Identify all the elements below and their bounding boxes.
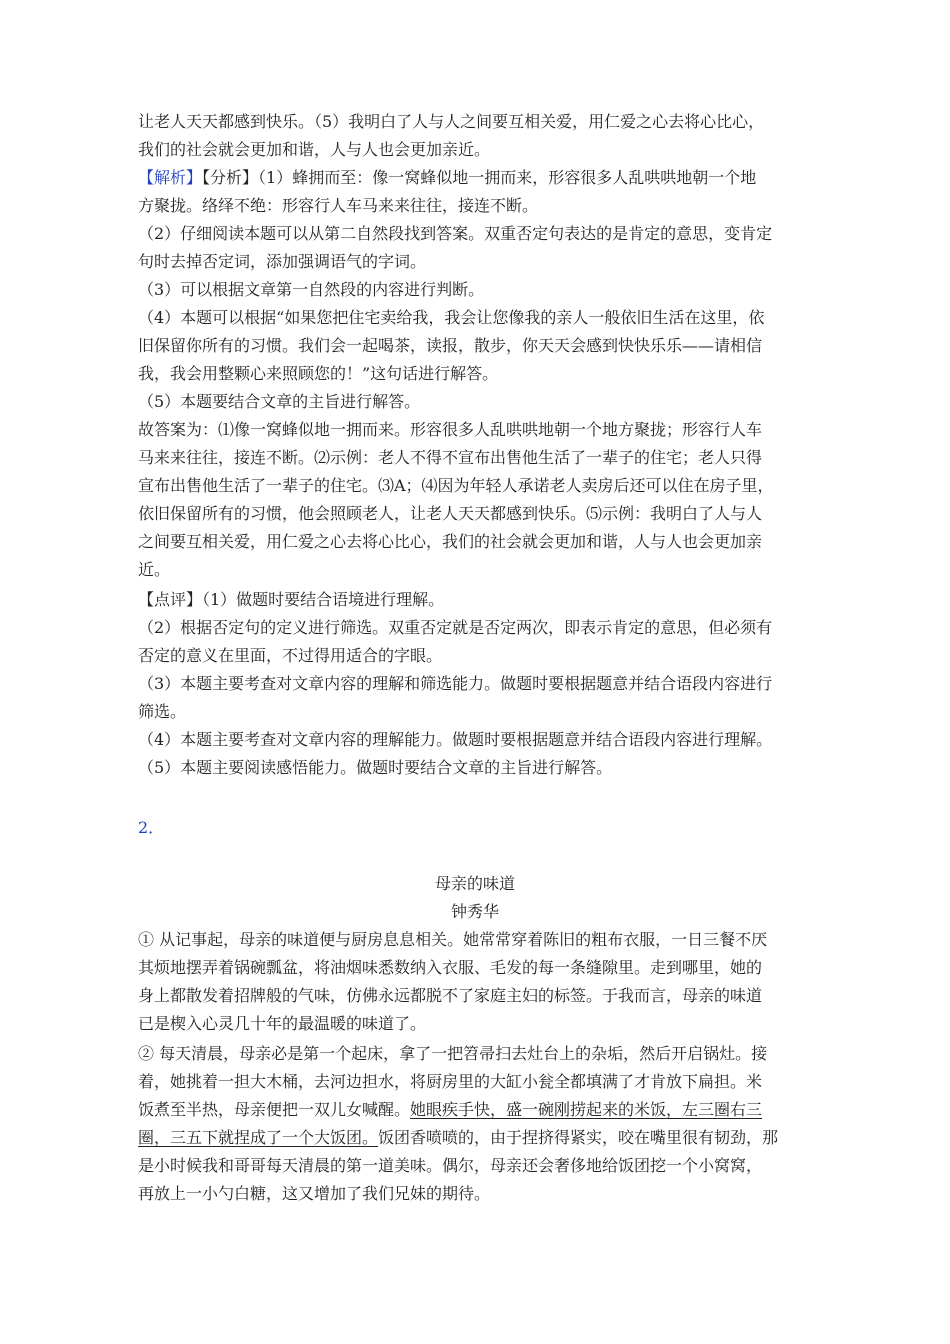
article-title: 母亲的味道 (434, 874, 515, 893)
underlined-text: 她眼疾手快，盛一碗刚捞起来的米饭，左三圈右三 (410, 1100, 763, 1119)
text-line: 句时去掉否定词，添加强调语气的字词。 (138, 252, 427, 271)
text-line: 依旧保留所有的习惯，他会照顾老人，让老人天天都感到快乐。⑸示例：我明白了人与人 (138, 504, 763, 523)
text-line: 宣布出售他生活了一辈子的住宅。⑶A；⑷因为年轻人承诺老人卖房后还可以住在房子里， (138, 476, 774, 495)
text-line: 身上都散发着招牌般的气味，仿佛永远都脱不了家庭主妇的标签。于我而言，母亲的味道 (138, 986, 763, 1005)
text-line: （2）根据否定句的定义进行筛选。双重否定就是否定两次，即表示肯定的意思，但必须有 (138, 618, 773, 637)
text-line: 让老人天天都感到快乐。（5）我明白了人与人之间要互相关爱，用仁爱之心去将心比心， (138, 112, 765, 131)
text-line: 其烦地摆弄着锅碗瓢盆，将油烟味悉数纳入衣服、毛发的每一条缝隙里。走到哪里，她的 (138, 958, 763, 977)
text-line (138, 1126, 778, 1150)
article-author: 钟秀华 (450, 902, 499, 921)
text-line: 马来来往往，接连不断。⑵示例：老人不得不宣布出售他生活了一辈子的住宅；老人只得 (138, 448, 763, 467)
text-line: 故答案为：⑴像一窝蜂似地一拥而来。形容很多人乱哄哄地朝一个地方聚拢；形容行人车 (138, 420, 763, 439)
text-line: ① 从记事起，母亲的味道便与厨房息息相关。她常常穿着陈旧的粗布衣服，一日三餐不厌 (138, 930, 768, 949)
text-line: （5）本题主要阅读感悟能力。做题时要结合文章的主旨进行解答。 (138, 758, 613, 777)
text-span: 饭团香喷喷的，由于捏挤得紧实，咬在嘴里很有韧劲，那 (378, 1128, 779, 1147)
text-line: 近。 (138, 560, 171, 579)
text-line: ② 每天清晨，母亲必是第一个起床，拿了一把笤帚扫去灶台上的杂垢，然后开启锅灶。接 (138, 1044, 768, 1063)
text-line (138, 1098, 762, 1122)
text-line: （3）可以根据文章第一自然段的内容进行判断。 (138, 280, 485, 299)
text-line: （3）本题主要考查对文章内容的理解和筛选能力。做题时要根据题意并结合语段内容进行 (138, 674, 773, 693)
text-line: 【点评】（1）做题时要结合语境进行理解。 (138, 590, 445, 609)
text-line: （4）本题可以根据“如果您把住宅卖给我，我会让您像我的亲人一般依旧生活在这里，依 (138, 308, 765, 327)
question-number: 2． (138, 818, 165, 837)
underlined-text: 圈，三五下就捏成了一个大饭团。 (138, 1128, 379, 1147)
text-line: 再放上一小勺白糖，这又增加了我们兄妹的期待。 (138, 1184, 491, 1203)
text-line: 方聚拢。络绎不绝：形容行人车马来来往往，接连不断。 (138, 196, 539, 215)
text-line: （2）仔细阅读本题可以从第二自然段找到答案。双重否定句表达的是肯定的意思，变肯定 (138, 224, 773, 243)
text-line: （4）本题主要考查对文章内容的理解能力。做题时要根据题意并结合语段内容进行理解。 (138, 730, 773, 749)
text-line: 筛选。 (138, 702, 187, 721)
text-line: 已是楔入心灵几十年的最温暖的味道了。 (138, 1014, 427, 1033)
text-line: 否定的意义在里面，不过得用适合的字眼。 (138, 646, 443, 665)
analysis-tag: 【解析】 (138, 168, 203, 187)
text-line: 我，我会用整颗心来照顾您的！”这句话进行解答。 (138, 364, 499, 383)
text-line: 之间要互相关爱，用仁爱之心去将心比心，我们的社会就会更加和谐，人与人也会更加亲 (138, 532, 763, 551)
text-span: 饭煮至半热，母亲便把一双儿女喊醒。 (138, 1100, 411, 1119)
text-line: 旧保留你所有的习惯。我们会一起喝茶，读报，散步，你天天会感到快快乐乐——请相信 (138, 336, 763, 355)
text-line (138, 166, 756, 190)
text-line: 着，她挑着一担大木桶，去河边担水，将厨房里的大缸小瓮全都填满了才肯放下扁担。米 (138, 1072, 763, 1091)
text-span: 【分析】（1）蜂拥而至：像一窝蜂似地一拥而来，形容很多人乱哄哄地朝一个地 (202, 168, 757, 187)
text-line: 是小时候我和哥哥每天清晨的第一道美味。偶尔，母亲还会奢侈地给饭团挖一个小窝窝， (138, 1156, 763, 1175)
text-line: 我们的社会就会更加和谐，人与人也会更加亲近。 (138, 140, 491, 159)
text-line: （5）本题要结合文章的主旨进行解答。 (138, 392, 421, 411)
